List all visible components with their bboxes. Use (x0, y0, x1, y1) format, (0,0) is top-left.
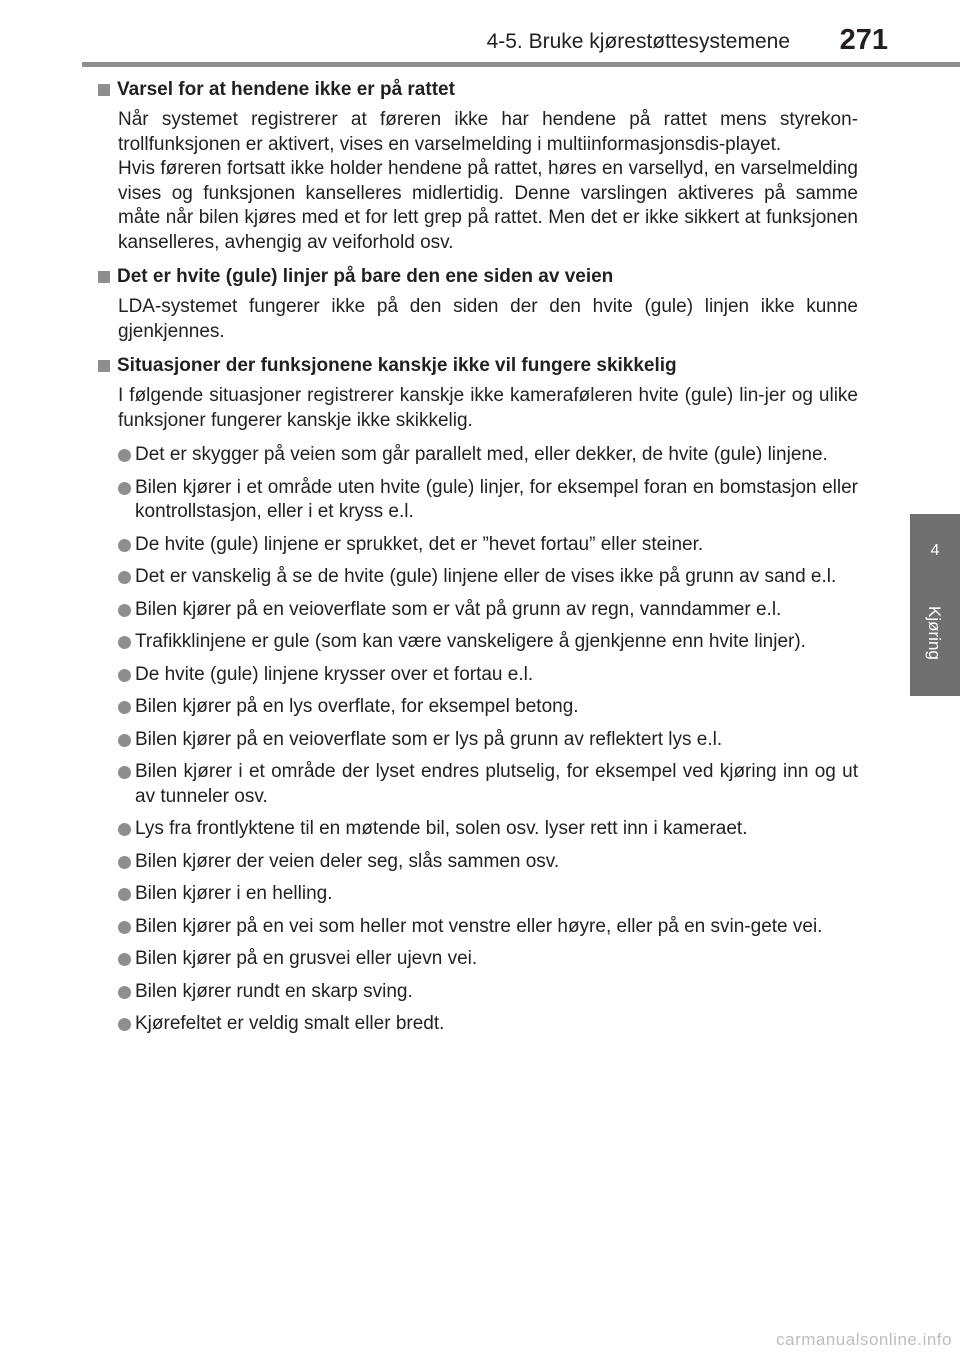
list-item (118, 598, 858, 623)
list-item-text: Bilen kjører rundt en skarp sving. (135, 980, 413, 1002)
list-item (118, 850, 858, 875)
bullet-dot-icon (118, 921, 131, 934)
list-item (118, 947, 858, 972)
section-one-side-lines (98, 265, 858, 344)
list-item (118, 980, 858, 1005)
header-rule (82, 62, 960, 67)
list-item-text: Bilen kjører i et område uten hvite (gule) linjer, for eksempel foran en bomstasjon eller kontrollstasjon, eller i et kryss e.l. (135, 476, 858, 522)
list-item-text: Det er skygger på veien som går parallelt med, eller dekker, de hvite (gule) linjene. (135, 444, 828, 465)
chapter-side-tab (910, 514, 960, 696)
list-item (118, 817, 858, 842)
list-item-text: Bilen kjører i et område der lyset endres plutselig, for eksempel ved kjøring inn og ut av tunneler osv. (135, 761, 858, 807)
bullet-dot-icon (118, 701, 131, 714)
bullet-dot-icon (118, 823, 131, 836)
section-heading-text: Det er hvite (gule) linjer på bare den ene siden av veien (117, 266, 614, 287)
list-item-text: Lys fra frontlyktene til en møtende bil, solen osv. lyser rett inn i kameraet. (135, 818, 748, 839)
list-item-text: Bilen kjører der veien deler seg, slås sammen osv. (135, 850, 560, 872)
section-heading-text: Varsel for at hendene ikke er på rattet (117, 79, 455, 100)
list-item (118, 565, 858, 590)
list-item-text: Det er vanskelig å se de hvite (gule) linjene eller de vises ikke på grunn av sand e.l. (135, 566, 837, 587)
section-heading (98, 354, 858, 378)
list-item (118, 728, 858, 753)
square-bullet-icon (98, 360, 110, 372)
bullet-dot-icon (118, 888, 131, 901)
section-malfunction-situations (98, 354, 858, 1037)
bullet-dot-icon (118, 986, 131, 999)
list-item (118, 915, 858, 940)
bullet-dot-icon (118, 1018, 131, 1031)
watermark: carmanualsonline.info (776, 1330, 952, 1349)
list-item (118, 630, 858, 655)
list-item-text: De hvite (gule) linjene er sprukket, det er ”hevet fortau” eller steiner. (135, 533, 704, 555)
bullet-dot-icon (118, 482, 131, 495)
paragraph: LDA-systemet fungerer ikke på den siden der den hvite (gule) linjen ikke kunne gjenkjennes. (118, 296, 858, 342)
list-item-text: Trafikklinjene er gule (som kan være vanskeligere å gjenkjenne enn hvite linjer). (135, 631, 806, 652)
side-tab-label: Kjøring (925, 606, 944, 660)
situation-list (98, 443, 858, 1037)
list-item-text: De hvite (gule) linjene krysser over et fortau e.l. (135, 663, 534, 685)
bullet-dot-icon (118, 604, 131, 617)
paragraph: Hvis føreren fortsatt ikke holder hendene på rattet, høres en varsellyd, en varselmelding vises og funksjonen kanselleres midlertidig. Denne varslingen aktiveres på samme måte når bilen kjøres med et for lett grep på rattet. Men det er ikke sikkert at funksjonen kanselleres, avhengig av veiforhold osv. (118, 158, 858, 253)
section-heading (98, 78, 858, 102)
list-item-text: Bilen kjører på en vei som heller mot venstre eller høyre, eller på en svin-gete vei. (135, 915, 823, 937)
header-title: 4-5. Bruke kjørestøttesystemene (486, 30, 790, 53)
list-item-text: Bilen kjører på en veioverflate som er lys på grunn av reflektert lys e.l. (135, 728, 723, 750)
bullet-dot-icon (118, 856, 131, 869)
section-hands-off-warning (98, 78, 858, 255)
bullet-dot-icon (118, 766, 131, 779)
list-item-text: Kjørefeltet er veldig smalt eller bredt. (135, 1013, 445, 1034)
paragraph: I følgende situasjoner registrerer kanskje ikke kameraføleren hvite (gule) lin-jer og ulike funksjoner fungerer kanskje ikke skikkelig. (118, 385, 858, 431)
bullet-dot-icon (118, 539, 131, 552)
list-item (118, 695, 858, 720)
bullet-dot-icon (118, 636, 131, 649)
list-item-text: Bilen kjører på en grusvei eller ujevn vei. (135, 948, 478, 969)
list-item (118, 443, 858, 468)
list-item (118, 533, 858, 558)
page-number: 271 (839, 24, 888, 56)
list-item (118, 882, 858, 907)
page-content (98, 78, 858, 1047)
section-heading-text: Situasjoner der funksjonene kanskje ikke vil fungere skikkelig (117, 355, 677, 376)
list-item (118, 760, 858, 809)
square-bullet-icon (98, 84, 110, 96)
bullet-dot-icon (118, 953, 131, 966)
list-item-text: Bilen kjører på en lys overflate, for eksempel betong. (135, 696, 579, 717)
bullet-dot-icon (118, 734, 131, 747)
side-tab-chapter-number: 4 (930, 542, 940, 559)
list-item-text: Bilen kjører på en veioverflate som er våt på grunn av regn, vanndammer e.l. (135, 598, 782, 620)
bullet-dot-icon (118, 449, 131, 462)
square-bullet-icon (98, 271, 110, 283)
list-item (118, 1012, 858, 1037)
section-heading (98, 265, 858, 289)
list-item (118, 476, 858, 525)
bullet-dot-icon (118, 669, 131, 682)
bullet-dot-icon (118, 571, 131, 584)
list-item-text: Bilen kjører i en helling. (135, 883, 333, 904)
list-item (118, 663, 858, 688)
paragraph: Når systemet registrerer at føreren ikke har hendene på rattet mens styrekon-trollfunksjonen er aktivert, vises en varselmelding i multiinformasjonsdis-playet. (118, 109, 858, 155)
